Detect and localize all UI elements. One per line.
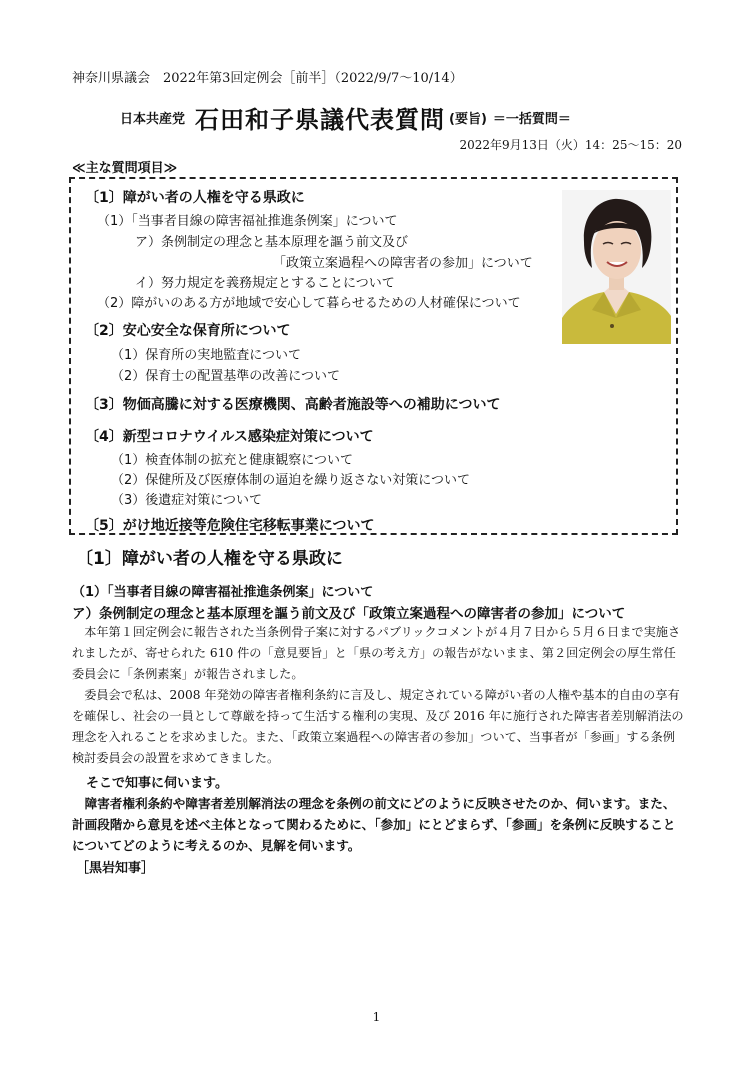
toc-section-5: 〔5〕がけ地近接等危険住宅移転事業について [85,518,375,534]
summary-tag: (要旨) [449,112,487,127]
toc-item: （2）障がいのある方が地域で安心して暮らせるための人材確保について [97,296,521,311]
toc-item: （1）「当事者目線の障害福祉推進条例案」について [97,214,398,229]
answerer-label: ［黒岩知事］ [76,861,155,876]
toc-section-1: 〔1〕障がい者の人権を守る県政に [85,190,305,206]
question-datetime: 2022年9月13日（火）14：25～15：20 [459,138,682,152]
subsection-title: （1）「当事者目線の障害福祉推進条例案」について [72,585,374,600]
toc-item: （1）検査体制の拡充と健康観察について [111,453,354,468]
document-title: 石田和子県議代表質問 [195,105,446,134]
toc-section-3: 〔3〕物価高騰に対する医療機関、高齢者施設等への補助について [85,397,501,413]
toc-item: ア）条例制定の理念と基本原理を謳う前文及び [135,235,409,250]
body-paragraph: 本年第１回定例会に報告された当条例骨子案に対するパブリックコメントが４月７日から５月６日まで実施されましたが、寄せられた 610 件の「意見要旨」と「県の考え方」の報告がないまま、第２回定例会の厚生常任委員会に「条例素案」が報告されました。 [72,625,681,681]
toc-item: （1）保育所の実地監査について [111,348,302,363]
items-heading: ≪主な質問項目≫ [72,161,178,176]
question-text: 障害者権利条約や障害者差別解消法の理念を条例の前文にどのように反映させたのか、伺います。また、計画段階から意見を述べ主体となって関わるために、「参加」にとどまらず、「参画」を条例に反映することについてどのように考えるのか、見解を伺います。 [72,796,676,853]
toc-item: （2）保健所及び医療体制の逼迫を繰り返さない対策について [111,473,471,488]
toc-section-4: 〔4〕新型コロナウイルス感染症対策について [85,429,374,445]
body-paragraph: 委員会で私は、2008 年発効の障害者権利条約に言及し、規定されている障がい者の人権や基本的自由の享有を確保し、社会の一員として尊厳を持って生活する権利の実現、及び 2016 年に施行された障害者差別解消法の理念を入れることを求めました。また、「政策立案過程への障害者の参加」ついて、当事者が「参画」する条例検討委員会の設置を求めてきました。 [72,688,684,765]
toc-item: イ）努力規定を義務規定とすることについて [135,276,395,291]
question-lead: そこで知事に伺います。 [86,776,228,791]
section-title: 〔1〕障がい者の人権を守る県政に [76,549,343,569]
portrait-illustration [562,190,671,344]
page-number: 1 [372,1010,381,1024]
title-row [120,100,680,135]
party-name: 日本共産党 [120,112,186,127]
toc-section-2: 〔2〕安心安全な保育所について [85,323,291,339]
speaker-portrait [562,190,671,344]
assembly-session-line: 神奈川県議会 2022年第3回定例会［前半］（2022/9/7～10/14） [72,71,463,86]
toc-item: 「政策立案過程への障害者の参加」について [273,256,533,271]
question-format: ＝一括質問＝ [492,112,571,127]
toc-box [69,177,678,535]
sub-subsection-title: ア）条例制定の理念と基本原理を謳う前文及び「政策立案過程への障害者の参加」について [72,606,626,622]
toc-item: （3）後遺症対策について [111,493,263,508]
toc-item: （2）保育士の配置基準の改善について [111,369,341,384]
